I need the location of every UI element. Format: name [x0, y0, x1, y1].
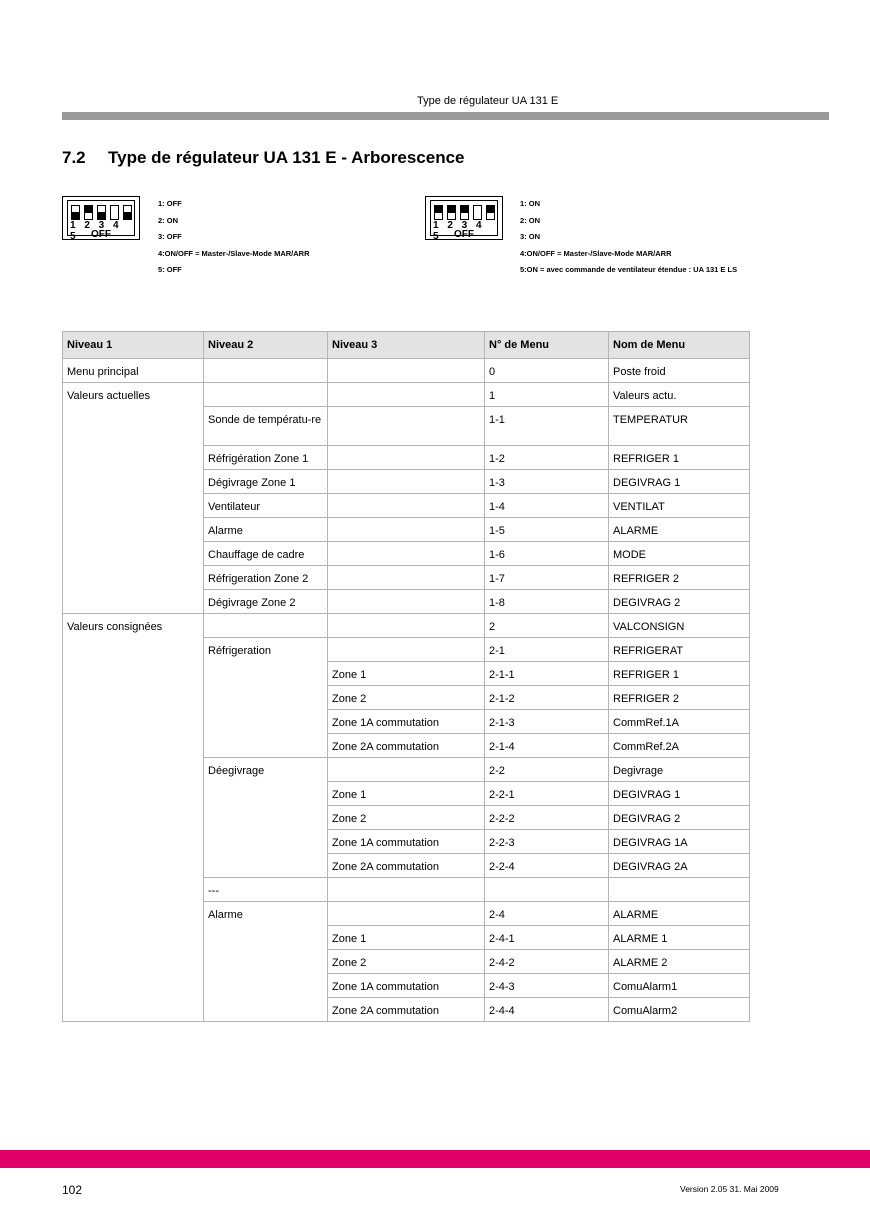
table-cell [63, 998, 204, 1022]
table-cell: ALARME [609, 902, 750, 926]
table-cell [204, 926, 328, 950]
table-cell: Degivrage [609, 758, 750, 782]
table-cell: 2-1 [485, 638, 609, 662]
table-cell [204, 974, 328, 998]
table-cell [63, 950, 204, 974]
table-cell: Zone 1 [328, 662, 485, 686]
table-cell [63, 758, 204, 782]
table-row [63, 734, 750, 758]
table-cell [63, 974, 204, 998]
column-header: Nom de Menu [609, 332, 750, 359]
table-cell: Zone 1A commutation [328, 710, 485, 734]
table-cell: Zone 2 [328, 686, 485, 710]
table-cell: Zone 1 [328, 782, 485, 806]
table-cell: Réfrigeration Zone 2 [204, 566, 328, 590]
table-cell: 1-2 [485, 446, 609, 470]
table-cell: --- [204, 878, 328, 902]
table-cell [204, 782, 328, 806]
table-cell [328, 878, 485, 902]
table-cell: 2-2-4 [485, 854, 609, 878]
table-cell [204, 710, 328, 734]
table-cell [204, 359, 328, 383]
table-row [63, 446, 750, 470]
table-cell: 1-6 [485, 542, 609, 566]
table-cell [63, 734, 204, 758]
table-cell: ComuAlarm2 [609, 998, 750, 1022]
section-heading: Type de régulateur UA 131 E - Arborescence [108, 148, 465, 167]
table-cell [328, 359, 485, 383]
table-cell: 2-1-1 [485, 662, 609, 686]
table-cell: 2-1-2 [485, 686, 609, 710]
table-cell: Alarme [204, 902, 328, 926]
table-cell: CommRef.1A [609, 710, 750, 734]
table-cell: ALARME [609, 518, 750, 542]
table-header-row [63, 332, 750, 359]
table-cell [328, 902, 485, 926]
table-cell: Zone 2A commutation [328, 998, 485, 1022]
table-cell [204, 383, 328, 407]
table-cell [63, 902, 204, 926]
table-cell [63, 686, 204, 710]
dip-left-legend-line: 3: OFF [158, 232, 182, 241]
table-cell: 2-4-3 [485, 974, 609, 998]
table-cell: 1-4 [485, 494, 609, 518]
table-cell [609, 878, 750, 902]
table-cell: 1-1 [485, 407, 609, 446]
table-row [63, 854, 750, 878]
table-cell [328, 446, 485, 470]
table-cell: Zone 2 [328, 950, 485, 974]
table-cell: Zone 2A commutation [328, 734, 485, 758]
section-title [62, 148, 465, 168]
table-cell: REFRIGER 1 [609, 446, 750, 470]
table-cell: 2-2-2 [485, 806, 609, 830]
dip-left-legend-line: 5: OFF [158, 265, 182, 274]
table-cell: DEGIVRAG 2 [609, 806, 750, 830]
column-header: Niveau 2 [204, 332, 328, 359]
table-cell [63, 806, 204, 830]
table-cell: Zone 1A commutation [328, 974, 485, 998]
dip-right-legend-line: 4:ON/OFF = Master-/Slave-Mode MAR/ARR [520, 248, 672, 258]
table-cell: TEMPERATUR [609, 407, 750, 446]
header-bar [62, 112, 829, 120]
table-row [63, 662, 750, 686]
table-row [63, 974, 750, 998]
table-cell: 1-8 [485, 590, 609, 614]
table-cell [328, 638, 485, 662]
table-row [63, 878, 750, 902]
table-cell: CommRef.2A [609, 734, 750, 758]
table-cell: Zone 2A commutation [328, 854, 485, 878]
table-cell [63, 854, 204, 878]
menu-tree-table [62, 331, 750, 1022]
table-cell: VENTILAT [609, 494, 750, 518]
table-cell: Chauffage de cadre [204, 542, 328, 566]
table-cell: DEGIVRAG 1 [609, 782, 750, 806]
table-cell [328, 590, 485, 614]
table-cell [63, 470, 204, 494]
table-cell [328, 407, 485, 446]
table-cell: Valeurs consignées [63, 614, 204, 638]
table-row [63, 926, 750, 950]
table-cell [63, 926, 204, 950]
table-row [63, 494, 750, 518]
table-cell: VALCONSIGN [609, 614, 750, 638]
table-cell [204, 686, 328, 710]
dip-left-legend-line: 4:ON/OFF = Master-/Slave-Mode MAR/ARR [158, 248, 310, 258]
table-cell [63, 638, 204, 662]
table-cell [328, 518, 485, 542]
table-row [63, 710, 750, 734]
table-cell: ALARME 2 [609, 950, 750, 974]
table-cell: 2-1-3 [485, 710, 609, 734]
table-cell [328, 383, 485, 407]
table-cell: Ventilateur [204, 494, 328, 518]
table-cell: REFRIGERAT [609, 638, 750, 662]
table-cell: DEGIVRAG 2A [609, 854, 750, 878]
table-cell: 2-2-3 [485, 830, 609, 854]
table-row [63, 950, 750, 974]
dip-right-legend-line: 3: ON [520, 232, 541, 241]
dip-switch-left-icon [62, 196, 140, 240]
table-cell: DEGIVRAG 2 [609, 590, 750, 614]
running-header: Type de régulateur UA 131 E [417, 95, 559, 107]
table-row [63, 830, 750, 854]
table-cell: 2-2-1 [485, 782, 609, 806]
table-cell: 2-2 [485, 758, 609, 782]
table-cell [328, 614, 485, 638]
table-cell [63, 662, 204, 686]
table-cell [204, 734, 328, 758]
table-cell [63, 407, 204, 446]
table-cell: MODE [609, 542, 750, 566]
table-cell [328, 566, 485, 590]
table-row [63, 686, 750, 710]
table-cell: REFRIGER 1 [609, 662, 750, 686]
table-cell [328, 470, 485, 494]
table-cell: 1 [485, 383, 609, 407]
table-cell [63, 782, 204, 806]
table-cell: Poste froid [609, 359, 750, 383]
table-row [63, 518, 750, 542]
table-cell [328, 758, 485, 782]
table-cell: Valeurs actu. [609, 383, 750, 407]
column-header: Niveau 1 [63, 332, 204, 359]
table-row [63, 758, 750, 782]
table-cell [204, 854, 328, 878]
page-number: 102 [62, 1183, 83, 1197]
dip-left-legend-line: 1: OFF [158, 199, 182, 208]
table-cell: 2 [485, 614, 609, 638]
table-cell [204, 830, 328, 854]
table-row [63, 407, 750, 446]
table-row [63, 782, 750, 806]
dip-right-legend-line: 5:ON = avec commande de ventilateur étendue : UA 131 E LS [520, 265, 738, 274]
table-cell: Déegivrage [204, 758, 328, 782]
table-cell [204, 662, 328, 686]
footer-bar [0, 1150, 870, 1168]
table-cell: Réfrigeration [204, 638, 328, 662]
table-cell [63, 446, 204, 470]
table-cell: Alarme [204, 518, 328, 542]
table-cell [328, 494, 485, 518]
table-row [63, 566, 750, 590]
table-cell: 1-5 [485, 518, 609, 542]
table-cell: 2-1-4 [485, 734, 609, 758]
table-row [63, 470, 750, 494]
table-cell: ComuAlarm1 [609, 974, 750, 998]
table-cell [63, 830, 204, 854]
dip-switch-right-icon [425, 196, 503, 240]
table-cell [63, 518, 204, 542]
table-cell [485, 878, 609, 902]
table-cell: 1-3 [485, 470, 609, 494]
dip-left-numbers: 1 2 3 4 5 [70, 220, 122, 242]
table-cell: 2-4 [485, 902, 609, 926]
table-cell: ALARME 1 [609, 926, 750, 950]
table-cell [63, 542, 204, 566]
table-row [63, 359, 750, 383]
table-cell: REFRIGER 2 [609, 686, 750, 710]
dip-right-legend [520, 196, 737, 279]
table-row [63, 998, 750, 1022]
table-cell [204, 998, 328, 1022]
table-cell: DEGIVRAG 1A [609, 830, 750, 854]
section-number: 7.2 [62, 148, 86, 167]
table-cell [204, 950, 328, 974]
table-cell: Zone 1A commutation [328, 830, 485, 854]
table-cell: Menu principal [63, 359, 204, 383]
table-cell: Sonde de températu-re [204, 407, 328, 446]
table-cell: 2-4-1 [485, 926, 609, 950]
table-cell: 2-4-4 [485, 998, 609, 1022]
table-row [63, 638, 750, 662]
table-row [63, 806, 750, 830]
table-cell [328, 542, 485, 566]
dip-left-legend [158, 196, 309, 279]
table-row [63, 614, 750, 638]
version-info: Version 2.05 31. Mai 2009 [680, 1184, 779, 1194]
table-cell: Valeurs actuelles [63, 383, 204, 407]
table-cell [63, 494, 204, 518]
table-cell: 2-4-2 [485, 950, 609, 974]
table-cell: 1-7 [485, 566, 609, 590]
table-cell: Dégivrage Zone 2 [204, 590, 328, 614]
table-cell [204, 614, 328, 638]
table-row [63, 383, 750, 407]
column-header: N° de Menu [485, 332, 609, 359]
table-row [63, 902, 750, 926]
table-cell: 0 [485, 359, 609, 383]
table-cell: Zone 1 [328, 926, 485, 950]
dip-right-numbers: 1 2 3 4 5 [433, 220, 485, 242]
table-cell [204, 806, 328, 830]
table-cell: Réfrigération Zone 1 [204, 446, 328, 470]
dip-right-label: OFF [454, 229, 474, 240]
table-cell: REFRIGER 2 [609, 566, 750, 590]
dip-right-legend-line: 2: ON [520, 215, 541, 225]
dip-left-legend-line: 2: ON [158, 215, 179, 225]
table-cell: DEGIVRAG 1 [609, 470, 750, 494]
table-cell [63, 710, 204, 734]
table-cell: Zone 2 [328, 806, 485, 830]
table-cell: Dégivrage Zone 1 [204, 470, 328, 494]
dip-left-label: OFF [91, 229, 111, 240]
table-body [63, 359, 750, 1022]
table-cell [63, 566, 204, 590]
dip-right-legend-line: 1: ON [520, 199, 541, 208]
table-cell [63, 590, 204, 614]
column-header: Niveau 3 [328, 332, 485, 359]
table-row [63, 542, 750, 566]
table-cell [63, 878, 204, 902]
table-row [63, 590, 750, 614]
